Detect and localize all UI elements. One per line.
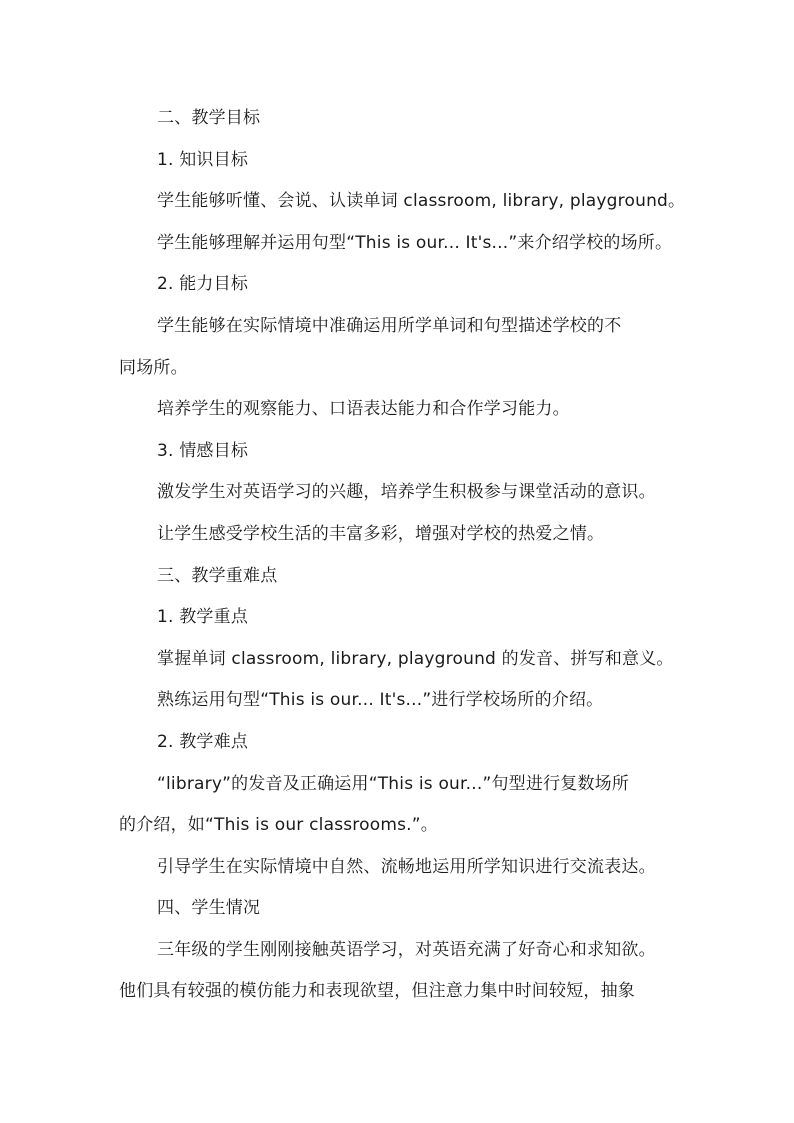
paragraph-line-continuation: 的介绍，如“This is our classrooms.”。 — [119, 815, 438, 836]
section-heading-key-difficulties: 三、教学重难点 — [157, 565, 278, 586]
document-body — [119, 98, 685, 1013]
subheading-teaching-focus: 1. 教学重点 — [157, 607, 249, 628]
paragraph-line: 学生能够理解并运用句型“This is our... It's...”来介绍学校的场所。 — [157, 232, 673, 253]
paragraph-line: 培养学生的观察能力、口语表达能力和合作学习能力。 — [157, 399, 570, 420]
subheading-ability-goals: 2. 能力目标 — [157, 274, 249, 295]
paragraph-line: 掌握单词 classroom, library, playground 的发音、拼写和意义。 — [157, 648, 674, 669]
paragraph-line: 引导学生在实际情境中自然、流畅地运用所学知识进行交流表达。 — [157, 856, 656, 877]
subheading-emotional-goals: 3. 情感目标 — [157, 440, 249, 461]
paragraph-line: 学生能够听懂、会说、认读单词 classroom, library, playground。 — [157, 191, 686, 212]
paragraph-line: 三年级的学生刚刚接触英语学习，对英语充满了好奇心和求知欲。 — [157, 939, 656, 960]
section-heading-teaching-goals: 二、教学目标 — [157, 108, 261, 128]
paragraph-line-continuation: 同场所。 — [119, 357, 188, 378]
subheading-knowledge-goals: 1. 知识目标 — [157, 149, 249, 170]
paragraph-line: 熟练运用句型“This is our... It's...”进行学校场所的介绍。 — [157, 690, 604, 711]
paragraph-line-continuation: 他们具有较强的模仿能力和表现欲望，但注意力集中时间较短，抽象 — [119, 981, 635, 1002]
section-heading-student-situation: 四、学生情况 — [157, 898, 261, 919]
paragraph-line: 学生能够在实际情境中准确运用所学单词和句型描述学校的不 — [157, 315, 622, 336]
paragraph-line: “library”的发音及正确运用“This is our...”句型进行复数场所 — [157, 773, 630, 794]
paragraph-line: 激发学生对英语学习的兴趣，培养学生积极参与课堂活动的意识。 — [157, 482, 656, 503]
paragraph-line: 让学生感受学校生活的丰富多彩，增强对学校的热爱之情。 — [157, 523, 605, 544]
subheading-teaching-difficulty: 2. 教学难点 — [157, 731, 249, 752]
